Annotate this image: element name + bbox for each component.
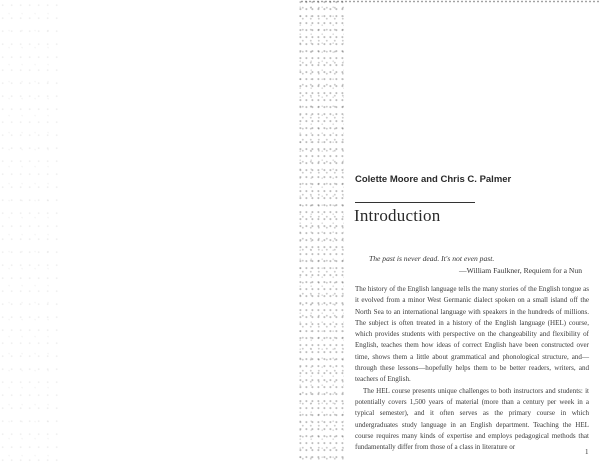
title-rule: [355, 202, 475, 203]
scan-noise-gutter: [298, 0, 344, 463]
epigraph-attribution: —William Faulkner, Requiem for a Nun: [459, 266, 582, 275]
paragraph-2: The HEL course presents unique challenges to both instructors and students: it potentially covers 1,500 years of material (more than a century per week in a typical semester), and it often serves as the primary course in which undergraduates study language in an English department. Teaching the HEL course requires many kinds of expertise and employs pedagogical methods that fundamentally differ from those of a class in literature or: [355, 386, 589, 452]
scan-noise-top-edge: [300, 0, 600, 3]
chapter-authors: Colette Moore and Chris C. Palmer: [355, 174, 512, 185]
epigraph-quote: The past is never dead. It's not even past.: [369, 254, 495, 263]
body-text: [355, 284, 589, 453]
chapter-title: Introduction: [354, 206, 441, 225]
scan-noise-left-margin: [0, 0, 60, 463]
paragraph-1: The history of the English language tells the many stories of the English tongue as it evolved from a minor West Germanic dialect spoken on a small island off the North Sea to an international language with speakers in the hundreds of millions. The subject is often treated in a history of the English language (HEL) course, which provides students with perspective on the changeability and flexibility of English, teaches them how ideas of correct English have been constructed over time, shows them a little about grammatical and phonological structure, and—through these lessons—hopefully helps them to be better readers, writers, and teachers of English.: [355, 285, 589, 384]
page-number: 1: [585, 448, 589, 456]
